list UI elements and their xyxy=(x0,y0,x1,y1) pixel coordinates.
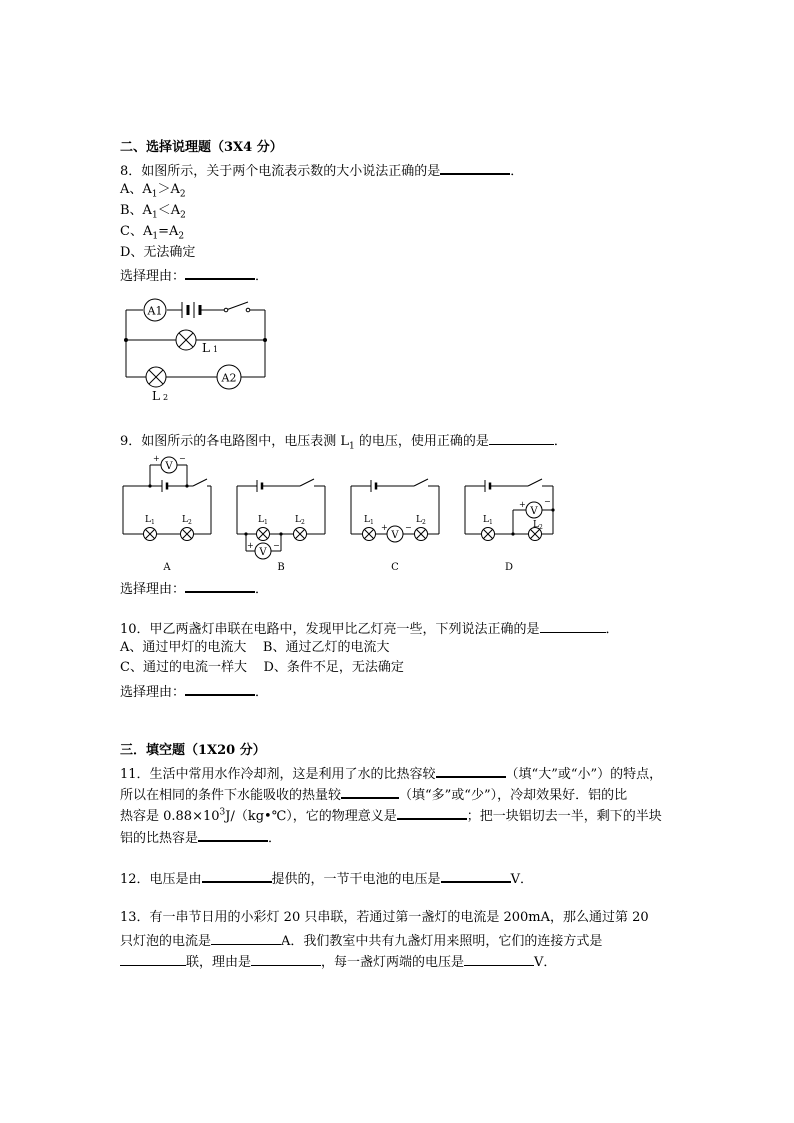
circuit-d xyxy=(465,479,555,573)
q10-answer-blank[interactable] xyxy=(540,618,606,633)
circuit-b xyxy=(237,479,325,573)
svg-text:V: V xyxy=(391,530,399,541)
sup: 3 xyxy=(219,807,226,818)
q13-blank-1[interactable] xyxy=(211,930,281,945)
q9-reason-blank[interactable] xyxy=(185,577,255,593)
q11-text: 铝的比热容是 xyxy=(120,831,199,846)
q11-line1 xyxy=(120,762,662,785)
q13-text: 只灯泡的电流是 xyxy=(120,934,212,949)
lamp-l1-label: L 1 xyxy=(202,341,219,355)
svg-text:L1: $L_1$ xyxy=(145,515,155,526)
svg-text:−: − xyxy=(544,497,551,506)
sub: 1 xyxy=(349,441,355,452)
switch-contact xyxy=(246,308,250,312)
q13-text: 联，理由是 xyxy=(186,955,252,970)
sub: 1 xyxy=(151,189,158,200)
q8-reason xyxy=(120,264,268,287)
q8-answer-blank[interactable] xyxy=(440,159,510,175)
q11-blank-1[interactable] xyxy=(436,762,506,778)
q11-text: 所以在相同的条件下水能吸收的热量较 xyxy=(120,788,342,803)
q13-blank-4[interactable] xyxy=(464,951,534,966)
q11-blank-3[interactable] xyxy=(397,804,467,820)
q10-options-cd: C、通过的电流一样大 D、条件不足，无法确定 xyxy=(120,660,404,675)
q11-text: （填“大”或“小”）的特点， xyxy=(505,767,663,782)
q11-line4 xyxy=(120,826,281,849)
period: ． xyxy=(268,831,282,846)
q9-stem-text-2: 的电压，使用正确的是 xyxy=(354,434,489,449)
q9-reason xyxy=(120,577,268,600)
lamp-icon xyxy=(181,528,194,541)
q11-text: 热容是 0.88×10 xyxy=(120,809,220,824)
q10-reason-blank[interactable] xyxy=(185,680,255,696)
q12-blank-1[interactable] xyxy=(202,867,272,883)
svg-text:+: + xyxy=(247,541,254,550)
reason-label: 选择理由： xyxy=(120,582,186,597)
svg-text:L2: $L_2$ xyxy=(182,515,192,526)
svg-text:+: + xyxy=(381,523,388,532)
q11-text: 11．生活中常用水作冷却剂，这是利用了水的比热容较 xyxy=(120,767,436,782)
lamp-l1-icon xyxy=(176,330,196,350)
ammeter-a2-label: A2 xyxy=(221,371,237,385)
q8-reason-blank[interactable] xyxy=(185,264,255,280)
section2-title: 二、选择说理题（3X4 分） xyxy=(120,140,283,155)
q12-text: 提供的，一节干电池的电压是 xyxy=(271,872,441,887)
lamp-icon xyxy=(294,528,307,541)
period: ． xyxy=(605,622,619,637)
q10-reason xyxy=(120,680,268,703)
q8-option-d: D、无法确定 xyxy=(120,245,196,260)
circuit-d-label: D xyxy=(504,562,514,573)
q8-stem-text: 8．如图所示，关于两个电流表示数的大小说法正确的是 xyxy=(120,164,441,179)
svg-text:−: − xyxy=(405,523,412,532)
circuit-c xyxy=(351,479,439,573)
svg-text:+: + xyxy=(153,454,160,463)
q8-opt-c-text: C、A xyxy=(120,224,153,239)
svg-text:L1: $L_1$ xyxy=(258,515,268,526)
q9-stem xyxy=(120,430,567,452)
svg-text:L1: $L_1$ xyxy=(364,515,374,526)
q8-option-a xyxy=(120,180,186,200)
period: ． xyxy=(255,582,269,597)
q13-text: V． xyxy=(534,955,557,970)
q8-opt-c-rel: =A xyxy=(158,224,179,239)
svg-text:−: − xyxy=(179,454,186,463)
q9-stem-text: 9．如图所示的各电路图中，电压表测 L xyxy=(120,434,350,449)
svg-text:L1: $L_1$ xyxy=(483,515,493,526)
junction-dot xyxy=(263,338,267,342)
sub: 2 xyxy=(180,210,186,221)
sub: 1 xyxy=(152,231,159,242)
q9-circuit-diagrams xyxy=(115,452,565,577)
reason-label: 选择理由： xyxy=(120,685,186,700)
q8-option-b xyxy=(120,201,186,221)
q11-text: （填“多”或“少”），冷却效果好．铝的比 xyxy=(399,788,628,803)
q11-line3 xyxy=(120,804,662,827)
q8-opt-b-rel: ＜A xyxy=(157,203,181,218)
q13-line2 xyxy=(120,930,602,952)
svg-text:−: − xyxy=(273,541,280,550)
q12-text: V． xyxy=(510,872,533,887)
svg-text:V: V xyxy=(530,506,538,517)
reason-label: 选择理由： xyxy=(120,269,186,284)
lamp-icon xyxy=(415,528,428,541)
circuit-a-label: A xyxy=(163,562,171,573)
switch-contact xyxy=(224,308,228,312)
svg-text:L2: $L_2$ xyxy=(295,515,305,526)
q13-blank-3[interactable] xyxy=(251,951,321,966)
circuit-b-label: B xyxy=(277,562,285,573)
q13-blank-2[interactable] xyxy=(120,951,186,966)
q8-stem xyxy=(120,159,523,182)
section3-title: 三．填空题（1X20 分） xyxy=(120,743,266,758)
q13-line1: 13．有一串节日用的小彩灯 20 只串联，若通过第一盏灯的电流是 200mA，那么通过第 20 xyxy=(120,910,649,925)
ammeter-a1-label: A1 xyxy=(147,304,163,318)
lamp-icon xyxy=(363,528,376,541)
sub: 2 xyxy=(178,231,185,242)
q10-options-ab: A、通过甲灯的电流大 B、通过乙灯的电流大 xyxy=(120,640,390,655)
q9-answer-blank[interactable] xyxy=(489,430,554,445)
svg-text:L2: $L_2$ xyxy=(533,520,543,531)
q12-blank-2[interactable] xyxy=(441,867,511,883)
q8-opt-a-rel: ＞A xyxy=(157,182,180,197)
q10-stem xyxy=(120,618,619,640)
svg-text:L2: $L_2$ xyxy=(416,515,426,526)
period: ． xyxy=(255,685,269,700)
q8-circuit-diagram xyxy=(110,290,280,405)
lamp-icon xyxy=(144,528,157,541)
q13-text: A．我们教室中共有九盏灯用来照明，它们的连接方式是 xyxy=(281,934,603,949)
lamp-l2-icon xyxy=(146,367,166,387)
sub: 2 xyxy=(179,189,186,200)
period: ． xyxy=(255,269,269,284)
lamp-icon xyxy=(482,528,495,541)
q8-opt-b-text: B、A xyxy=(120,203,152,218)
lamp-l2-label: L 2 xyxy=(152,389,169,403)
q11-blank-2[interactable] xyxy=(341,783,399,799)
q8-opt-a-text: A、A xyxy=(120,182,152,197)
circuit-c-label: C xyxy=(391,562,399,573)
svg-text:V: V xyxy=(165,461,173,472)
circuit-a xyxy=(123,454,211,573)
period: ． xyxy=(510,164,524,179)
svg-text:+: + xyxy=(519,500,526,509)
svg-text:V: V xyxy=(259,547,267,558)
q11-text: ；把一块铝切去一半，剩下的半块 xyxy=(466,809,662,824)
q13-text: ，每一盏灯两端的电压是 xyxy=(321,955,465,970)
q11-text: J/（kg•℃），它的物理意义是 xyxy=(225,809,397,824)
q8-option-c xyxy=(120,222,184,242)
q12-text: 12．电压是由 xyxy=(120,872,202,887)
lamp-icon xyxy=(257,528,270,541)
q12 xyxy=(120,867,533,890)
junction-dot xyxy=(124,338,128,342)
q11-line2 xyxy=(120,783,627,806)
q11-blank-4[interactable] xyxy=(198,826,268,842)
q13-line3 xyxy=(120,951,556,973)
sub: 1 xyxy=(151,210,158,221)
period: ． xyxy=(553,434,567,449)
q10-stem-text: 10．甲乙两盏灯串联在电路中，发现甲比乙灯亮一些，下列说法正确的是 xyxy=(120,622,540,637)
